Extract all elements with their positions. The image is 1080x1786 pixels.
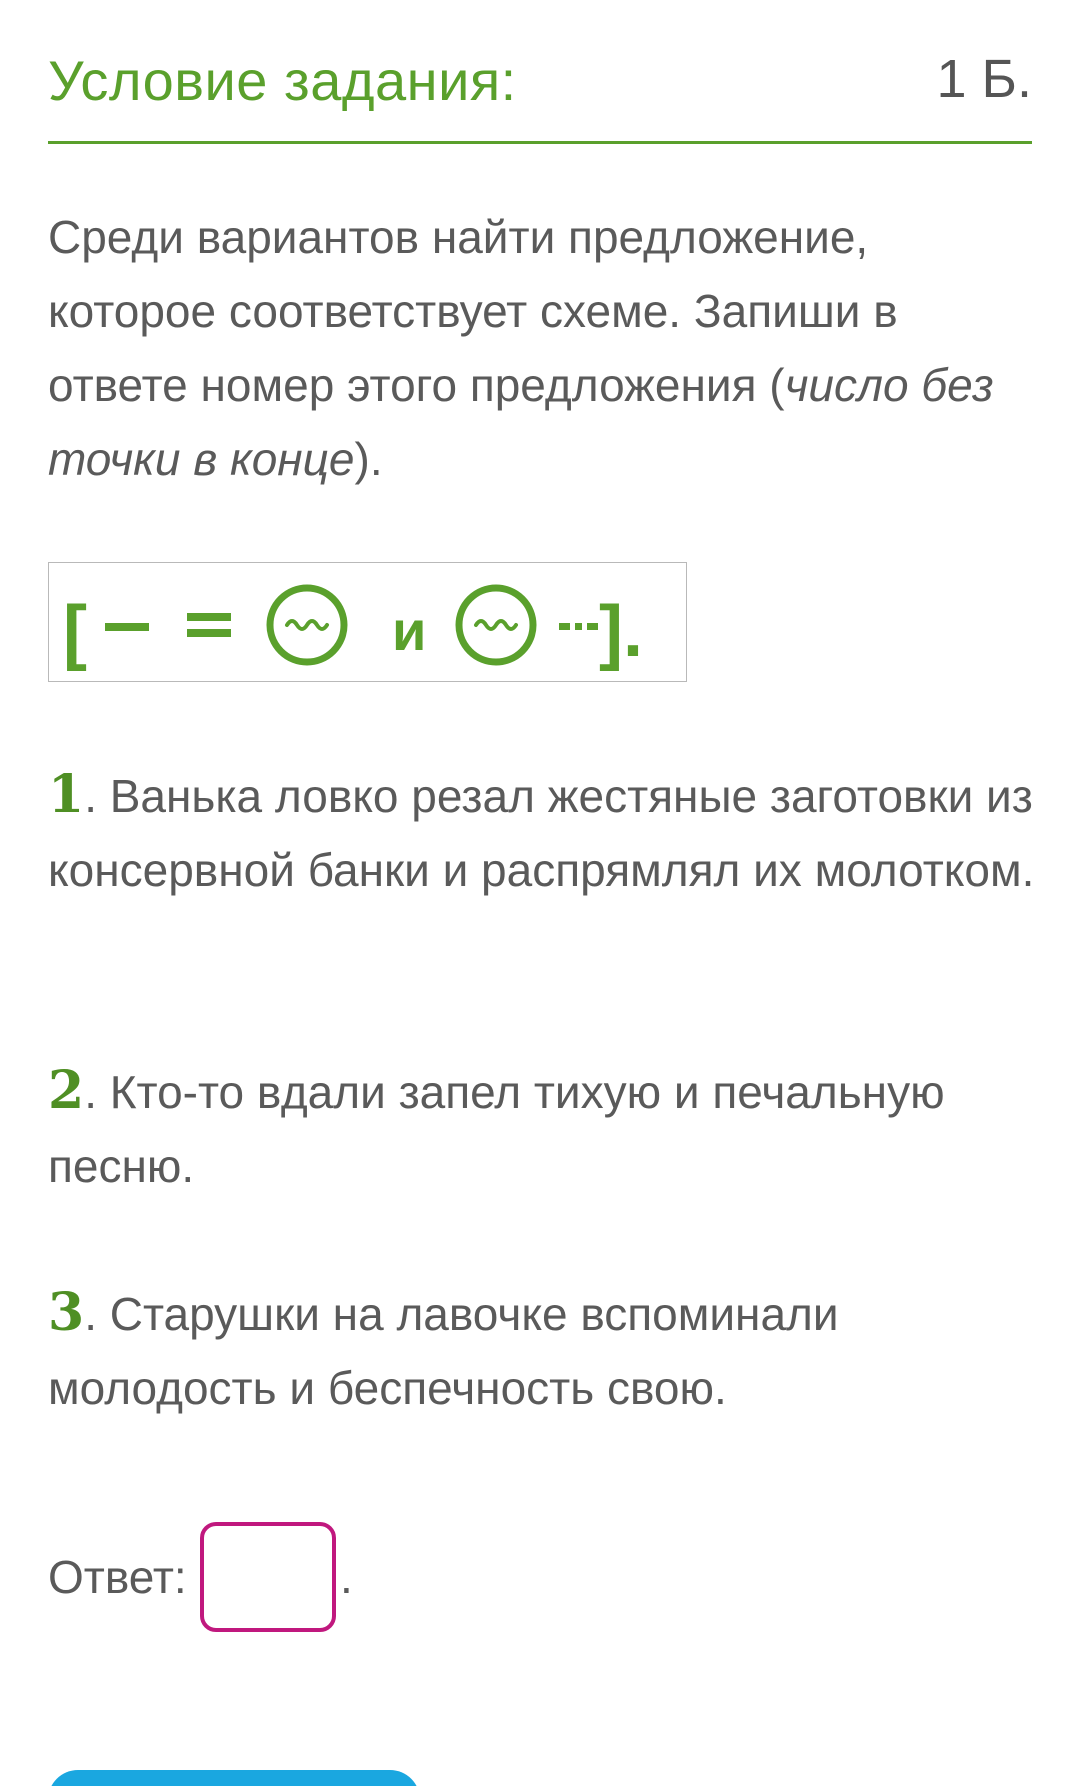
answer-input[interactable] [200, 1522, 336, 1632]
option-number: 2 [48, 1060, 85, 1121]
option-1 [48, 758, 1038, 907]
scheme-close-bracket: ]. [599, 592, 643, 672]
participle-circle-icon [270, 588, 344, 662]
scheme-diagram [49, 563, 688, 683]
submit-button[interactable] [48, 1770, 420, 1786]
predicate-line-bottom [187, 629, 231, 637]
scheme-open-bracket: [ [63, 592, 87, 672]
option-3 [48, 1276, 1038, 1425]
answer-label: Ответ: [48, 1551, 187, 1603]
answer-row [48, 1522, 448, 1632]
task-instructions [48, 200, 1038, 496]
option-number: 3 [48, 1282, 85, 1343]
task-text-main: Среди вариантов найти предложение, которое соответствует схеме. Запиши в ответе номер этого предложения ( [48, 211, 898, 411]
option-text: . Старушки на лавочке вспоминали молодость и беспечность свою. [48, 1288, 839, 1414]
scheme-conjunction: и [392, 599, 427, 662]
task-points: 1 Б. [936, 49, 1032, 109]
sentence-scheme [48, 562, 687, 682]
subject-dash [105, 623, 149, 631]
task-text-italic: число без точки в конце [48, 359, 994, 485]
answer-dot: . [340, 1551, 353, 1603]
option-text: . Кто-то вдали запел тихую и печальную песню. [48, 1066, 945, 1192]
task-text-end: ). [354, 433, 383, 485]
circumstance-dashdot [559, 623, 598, 630]
predicate-line-top [187, 613, 231, 621]
option-text: . Ванька ловко резал жестяные заготовки из консервной банки и распрямлял их молотком. [48, 770, 1035, 896]
task-title: Условие задания: [48, 49, 517, 112]
option-2 [48, 1054, 1038, 1203]
option-number: 1 [48, 764, 85, 825]
participle-circle-icon-2 [459, 588, 533, 662]
task-header [48, 40, 1032, 144]
